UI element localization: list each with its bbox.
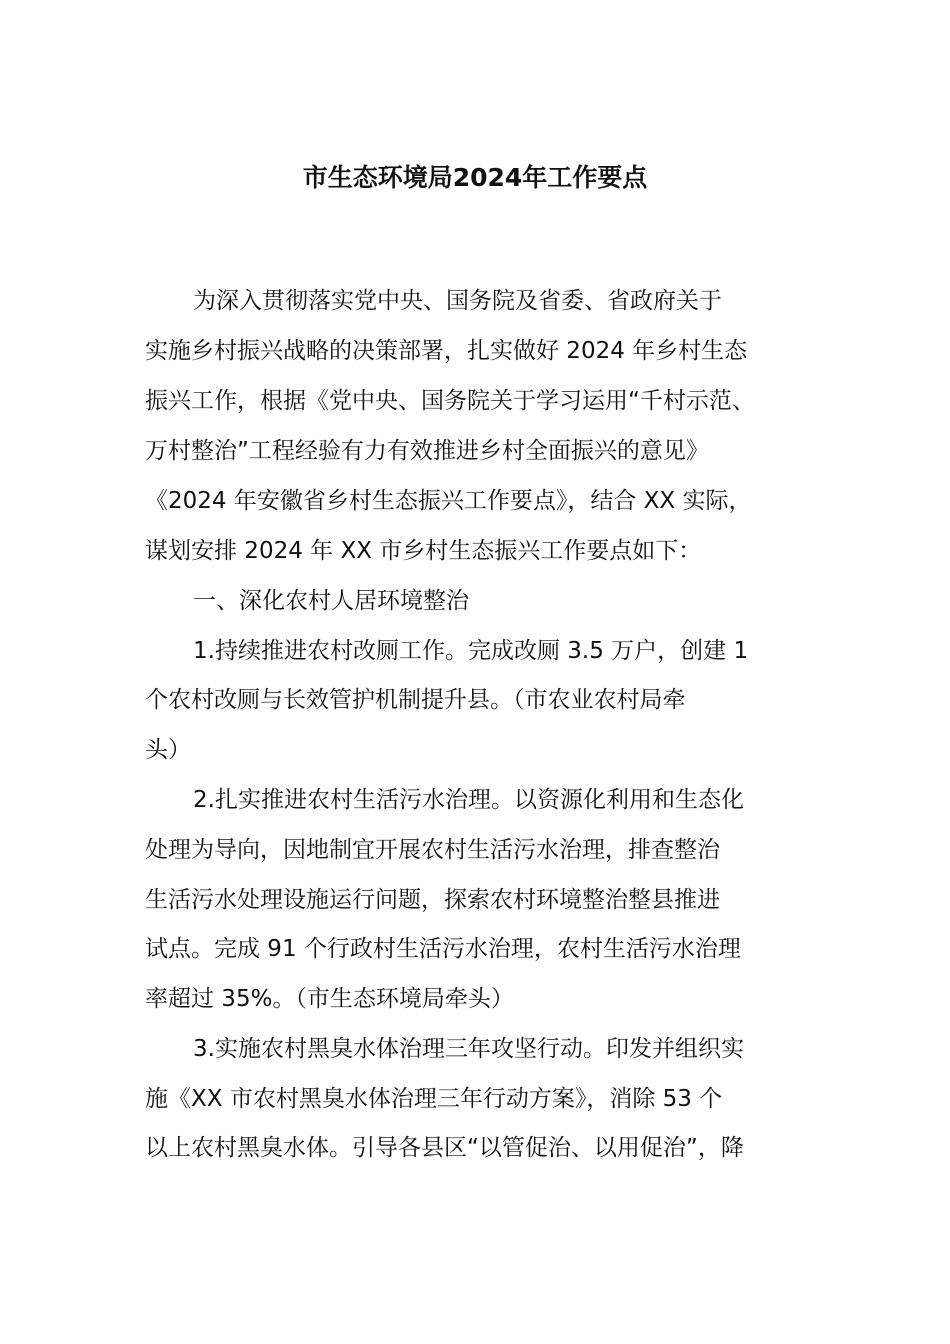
paragraph-line: 实施乡村振兴战略的决策部署，扎实做好 2024 年乡村生态 [145, 338, 748, 364]
paragraph-line: 1.持续推进农村改厕工作。完成改厕 3.5 万户，创建 1 [193, 638, 749, 664]
paragraph-line: 万村整治”工程经验有力有效推进乡村全面振兴的意见》 [145, 438, 709, 464]
paragraph-line: 个农村改厕与长效管护机制提升县。（市农业农村局牵 [145, 687, 686, 713]
document-title: 市生态环境局2024年工作要点 [302, 163, 648, 192]
paragraph-line: 为深入贯彻落实党中央、国务院及省委、省政府关于 [193, 288, 722, 314]
paragraph-line: 《2024 年安徽省乡村生态振兴工作要点》，结合 XX 实际， [145, 488, 752, 514]
paragraph-line: 谋划安排 2024 年 XX 市乡村生态振兴工作要点如下： [145, 538, 702, 564]
paragraph-line: 3.实施农村黑臭水体治理三年攻坚行动。印发并组织实 [193, 1036, 744, 1062]
paragraph-line: 施《XX 市农村黑臭水体治理三年行动方案》，消除 53 个 [145, 1086, 723, 1112]
section-heading: 一、深化农村人居环境整治 [193, 588, 469, 614]
paragraph-line: 2.扎实推进农村生活污水治理。以资源化利用和生态化 [193, 787, 744, 813]
paragraph-line: 头） [145, 737, 191, 763]
paragraph-line: 处理为导向，因地制宜开展农村生活污水治理，排查整治 [145, 837, 720, 863]
paragraph-line: 振兴工作，根据《党中央、国务院关于学习运用“千村示范、 [145, 388, 755, 414]
paragraph-line: 生活污水处理设施运行问题，探索农村环境整治整县推进 [145, 887, 720, 913]
paragraph-line: 以上农村黑臭水体。引导各县区“以管促治、以用促治”，降 [145, 1135, 744, 1161]
paragraph-line: 率超过 35%。（市生态环境局牵头） [145, 986, 514, 1012]
paragraph-line: 试点。完成 91 个行政村生活污水治理，农村生活污水治理 [145, 936, 741, 962]
